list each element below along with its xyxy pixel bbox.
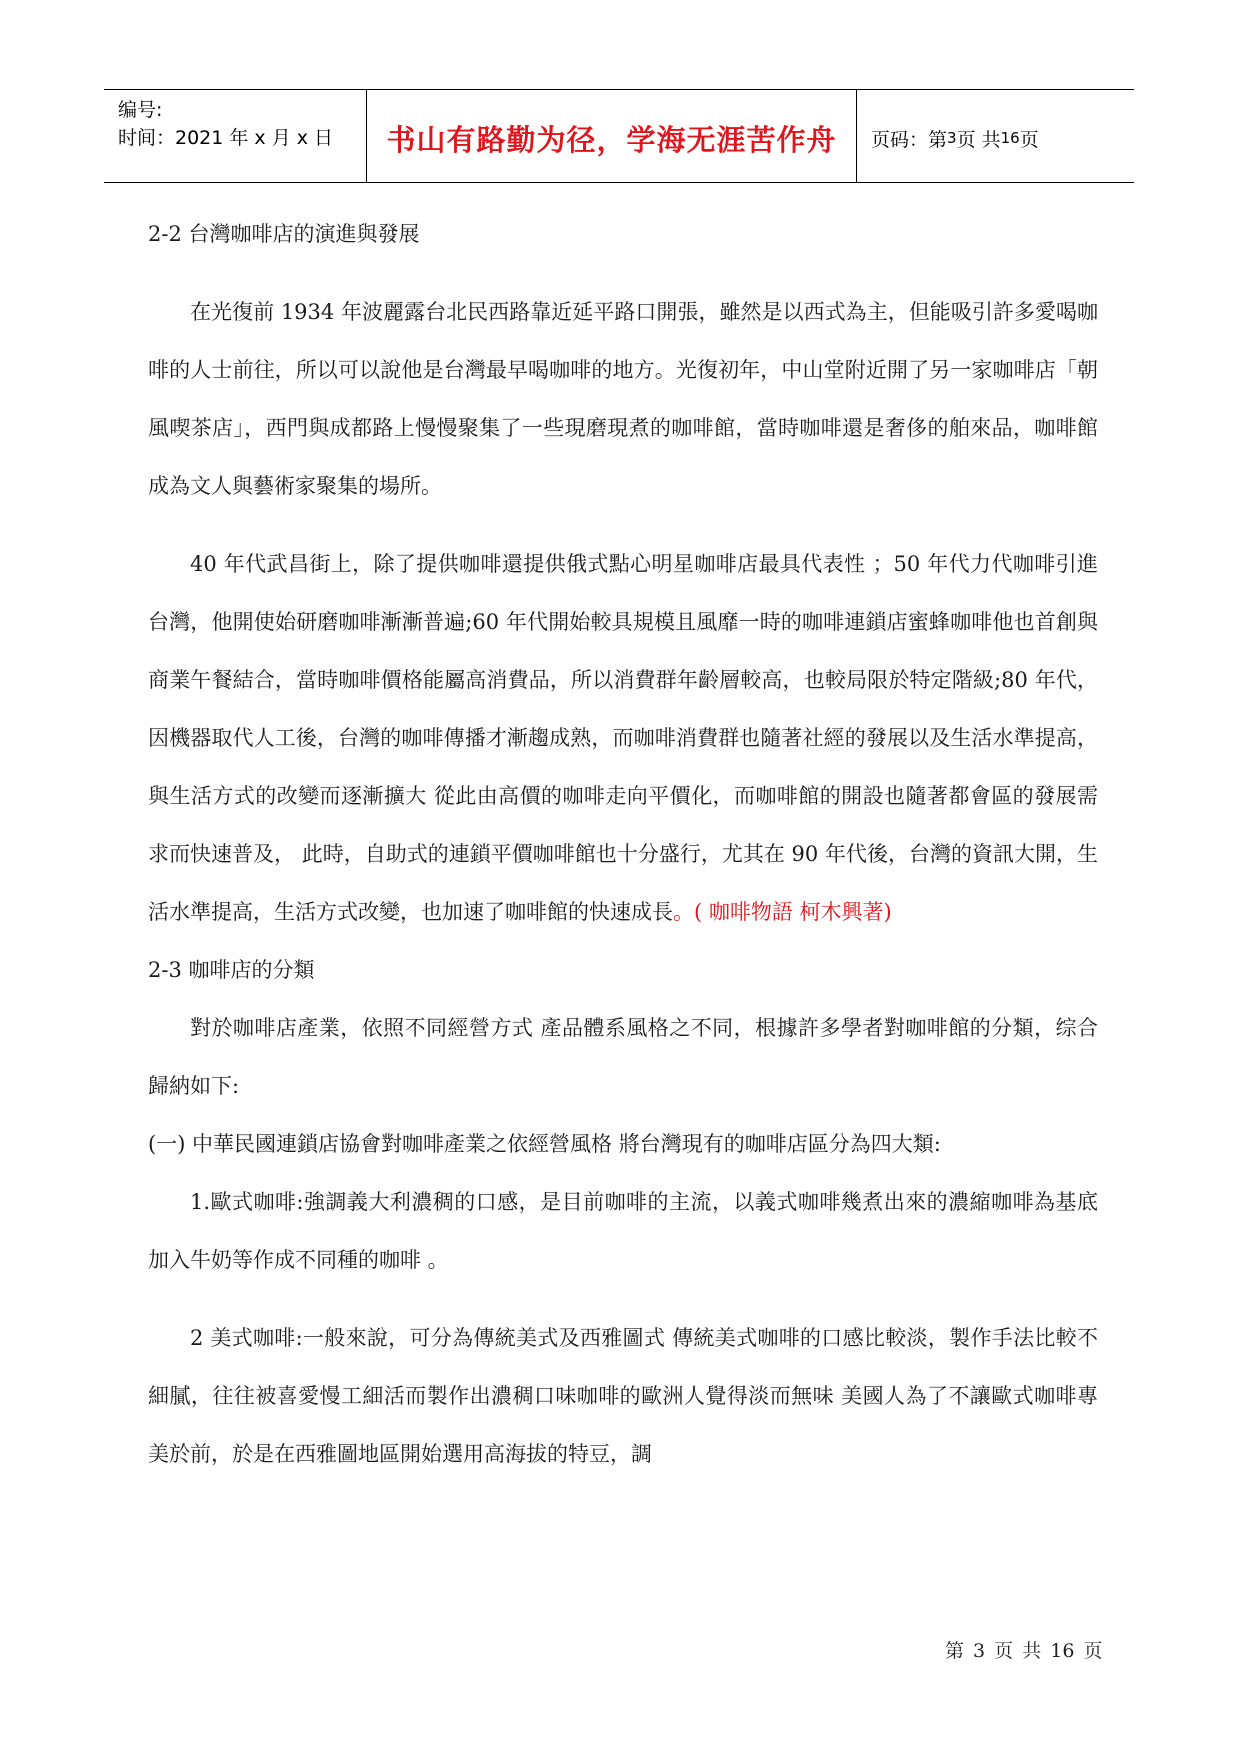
paragraph-history-decades-text: 40 年代武昌街上，除了提供咖啡還提供俄式點心明星咖啡店最具代表性 ；50 年代力代咖啡引進台灣，他開使始研磨咖啡漸漸普遍;60 年代開始較具規模且風靡一時的咖啡連鎖店蜜蜂咖啡他也首創與商業午餐結合，當時咖啡價格能屬高消費品，所以消費群年齡層較高，也較局限於特定階級;80 年代，因機器取代人工後，台灣的咖啡傳播才漸趨成熟，而咖啡消費群也隨著社經的發展以及生活水準提高，與生活方式的改變而逐漸擴大 從此由高價的咖啡走向平價化，而咖啡館的開設也隨著都會區的發展需求而快速普及， 此時，自助式的連鎖平價咖啡館也十分盛行，尤其在 90 年代後，台灣的資訊大開，生活水準提高，生活方式改變，也加速了咖啡館的快速成長	[148, 552, 1098, 924]
section-heading-2-2: 2-2 台灣咖啡店的演進與發展	[148, 222, 420, 246]
page-mid: 页 共	[956, 128, 1001, 151]
paragraph-history-decades	[148, 535, 1098, 941]
header-info-cell	[104, 90, 367, 182]
page-number: 3	[947, 129, 957, 147]
list-item-category-one: (一) 中華民國連鎖店協會對咖啡產業之依經營風格 將台灣現有的咖啡店區分為四大類:	[148, 1132, 941, 1156]
page-suffix: 页	[1019, 128, 1039, 151]
number-label: 编号:	[118, 99, 163, 121]
paragraph-american-coffee: 2 美式咖啡:一般來說，可分為傳統美式及西雅圖式 傳統美式咖啡的口感比較淡，製作手法比較不細膩，往往被喜愛慢工細活而製作出濃稠口味咖啡的歐洲人覺得淡而無味 美國人為了不讓歐式咖啡專美於前，於是在西雅圖地區開始選用高海拔的特豆，調	[148, 1326, 1098, 1466]
time-label: 时间：2021 年 x 月 x 日	[118, 127, 334, 149]
page-footer: 第 3 页 共 16 页	[945, 1640, 1103, 1662]
paragraph-classification-intro: 對於咖啡店產業，依照不同經營方式 產品體系風格之不同，根據許多學者對咖啡館的分類，综合歸納如下:	[148, 1016, 1098, 1098]
page-header	[104, 89, 1134, 183]
citation: 。( 咖啡物語 柯木興著)	[673, 900, 892, 924]
document-body	[148, 205, 1098, 1483]
section-heading-2-3: 2-3 咖啡店的分類	[148, 958, 315, 982]
header-motto: 书山有路勤为径，学海无涯苦作舟	[367, 90, 857, 182]
page-prefix: 页码：第	[871, 128, 948, 151]
paragraph-history-intro: 在光復前 1934 年波麗露台北民西路靠近延平路口開張，雖然是以西式為主，但能吸引許多愛喝咖啡的人士前往，所以可以說他是台灣最早喝咖啡的地方。光復初年，中山堂附近開了另一家咖啡店「朝風喫茶店」，西門與成都路上慢慢聚集了一些現磨現煮的咖啡館，當時咖啡還是奢侈的舶來品，咖啡館成為文人與藝術家聚集的場所。	[148, 300, 1098, 498]
page-total: 16	[1000, 129, 1020, 147]
header-page-indicator	[857, 90, 1134, 182]
paragraph-european-coffee: 1.歐式咖啡:強調義大利濃稠的口感，是目前咖啡的主流，以義式咖啡幾煮出來的濃縮咖啡為基底加入牛奶等作成不同種的咖啡 。	[148, 1190, 1098, 1272]
